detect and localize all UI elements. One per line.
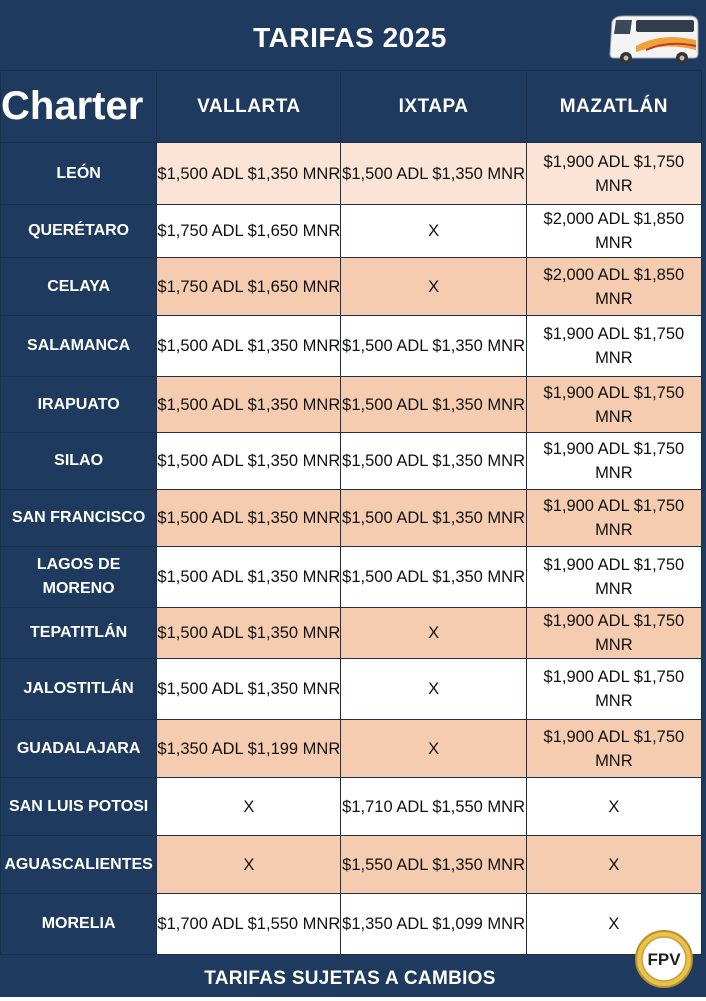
table-row [1, 433, 702, 490]
page-title: TARIFAS 2025 [253, 22, 447, 53]
origin-city: LAGOS DE MORENO [1, 547, 157, 608]
price-cell: X [526, 836, 701, 894]
price-cell: $1,500 ADL $1,350 MNR [341, 490, 526, 547]
price-cell: X [526, 778, 701, 836]
price-cell: $1,500 ADL $1,350 MNR [341, 433, 526, 490]
header-row [1, 71, 702, 143]
price-cell: X [526, 894, 701, 955]
price-cell: $1,500 ADL $1,350 MNR [157, 490, 341, 547]
table-row [1, 720, 702, 778]
price-cell: $1,500 ADL $1,350 MNR [157, 377, 341, 433]
rates-table [0, 70, 702, 955]
footer-note: TARIFAS SUJETAS A CAMBIOS [204, 968, 496, 989]
table-row [1, 490, 702, 547]
origin-city: SAN FRANCISCO [1, 490, 157, 547]
price-cell: $1,710 ADL $1,550 MNR [341, 778, 526, 836]
table-row [1, 258, 702, 316]
origin-city: SAN LUIS POTOSI [1, 778, 157, 836]
price-cell: $1,900 ADL $1,750 MNR [526, 433, 701, 490]
origin-city: TEPATITLÁN [1, 608, 157, 659]
price-cell: X [341, 659, 526, 720]
price-cell: $1,750 ADL $1,650 MNR [157, 258, 341, 316]
table-row [1, 547, 702, 608]
price-cell: X [341, 720, 526, 778]
footer-bar [0, 957, 706, 997]
table-row [1, 894, 702, 955]
table-row [1, 316, 702, 377]
origin-city: IRAPUATO [1, 377, 157, 433]
price-cell: $1,500 ADL $1,350 MNR [157, 608, 341, 659]
price-cell: $1,500 ADL $1,350 MNR [157, 316, 341, 377]
price-cell: $1,900 ADL $1,750 MNR [526, 547, 701, 608]
table-row [1, 608, 702, 659]
table-row [1, 205, 702, 258]
price-cell: $1,900 ADL $1,750 MNR [526, 316, 701, 377]
price-cell: $1,500 ADL $1,350 MNR [341, 143, 526, 205]
origin-city: CELAYA [1, 258, 157, 316]
origin-city: LEÓN [1, 143, 157, 205]
price-cell: X [157, 836, 341, 894]
price-cell: $1,900 ADL $1,750 MNR [526, 377, 701, 433]
title-bar [0, 0, 706, 72]
rates-body [1, 143, 702, 955]
price-cell: X [341, 608, 526, 659]
origin-city: JALOSTITLÁN [1, 659, 157, 720]
price-cell: $1,500 ADL $1,350 MNR [341, 377, 526, 433]
price-cell: $2,000 ADL $1,850 MNR [526, 205, 701, 258]
price-cell: X [341, 205, 526, 258]
origin-city: QUERÉTARO [1, 205, 157, 258]
price-cell: $1,500 ADL $1,350 MNR [341, 547, 526, 608]
price-cell: $1,900 ADL $1,750 MNR [526, 608, 701, 659]
price-cell: $1,500 ADL $1,350 MNR [157, 433, 341, 490]
origin-city: SILAO [1, 433, 157, 490]
destination-ixtapa: IXTAPA [341, 71, 526, 143]
price-cell: $1,900 ADL $1,750 MNR [526, 659, 701, 720]
price-cell: $1,900 ADL $1,750 MNR [526, 720, 701, 778]
price-cell: $1,900 ADL $1,750 MNR [526, 490, 701, 547]
price-cell: $1,900 ADL $1,750 MNR [526, 143, 701, 205]
price-cell: $1,350 ADL $1,099 MNR [341, 894, 526, 955]
price-cell: X [341, 258, 526, 316]
price-cell: X [157, 778, 341, 836]
price-cell: $1,700 ADL $1,550 MNR [157, 894, 341, 955]
bus-icon [606, 10, 702, 66]
price-cell: $1,500 ADL $1,350 MNR [157, 547, 341, 608]
price-cell: $1,500 ADL $1,350 MNR [157, 659, 341, 720]
fpv-seal-logo [634, 929, 694, 989]
origin-city: AGUASCALIENTES [1, 836, 157, 894]
table-row [1, 659, 702, 720]
table-row [1, 377, 702, 433]
destination-mazatlan: MAZATLÁN [526, 71, 701, 143]
price-cell: $2,000 ADL $1,850 MNR [526, 258, 701, 316]
origin-city: MORELIA [1, 894, 157, 955]
price-cell: $1,500 ADL $1,350 MNR [157, 143, 341, 205]
origin-city: GUADALAJARA [1, 720, 157, 778]
seal-text: FPV [647, 950, 681, 969]
price-cell: $1,550 ADL $1,350 MNR [341, 836, 526, 894]
charter-label: Charter [1, 71, 157, 143]
origin-city: SALAMANCA [1, 316, 157, 377]
table-row [1, 143, 702, 205]
price-cell: $1,350 ADL $1,199 MNR [157, 720, 341, 778]
price-cell: $1,750 ADL $1,650 MNR [157, 205, 341, 258]
table-row [1, 836, 702, 894]
price-cell: $1,500 ADL $1,350 MNR [341, 316, 526, 377]
table-row [1, 778, 702, 836]
destination-vallarta: VALLARTA [157, 71, 341, 143]
